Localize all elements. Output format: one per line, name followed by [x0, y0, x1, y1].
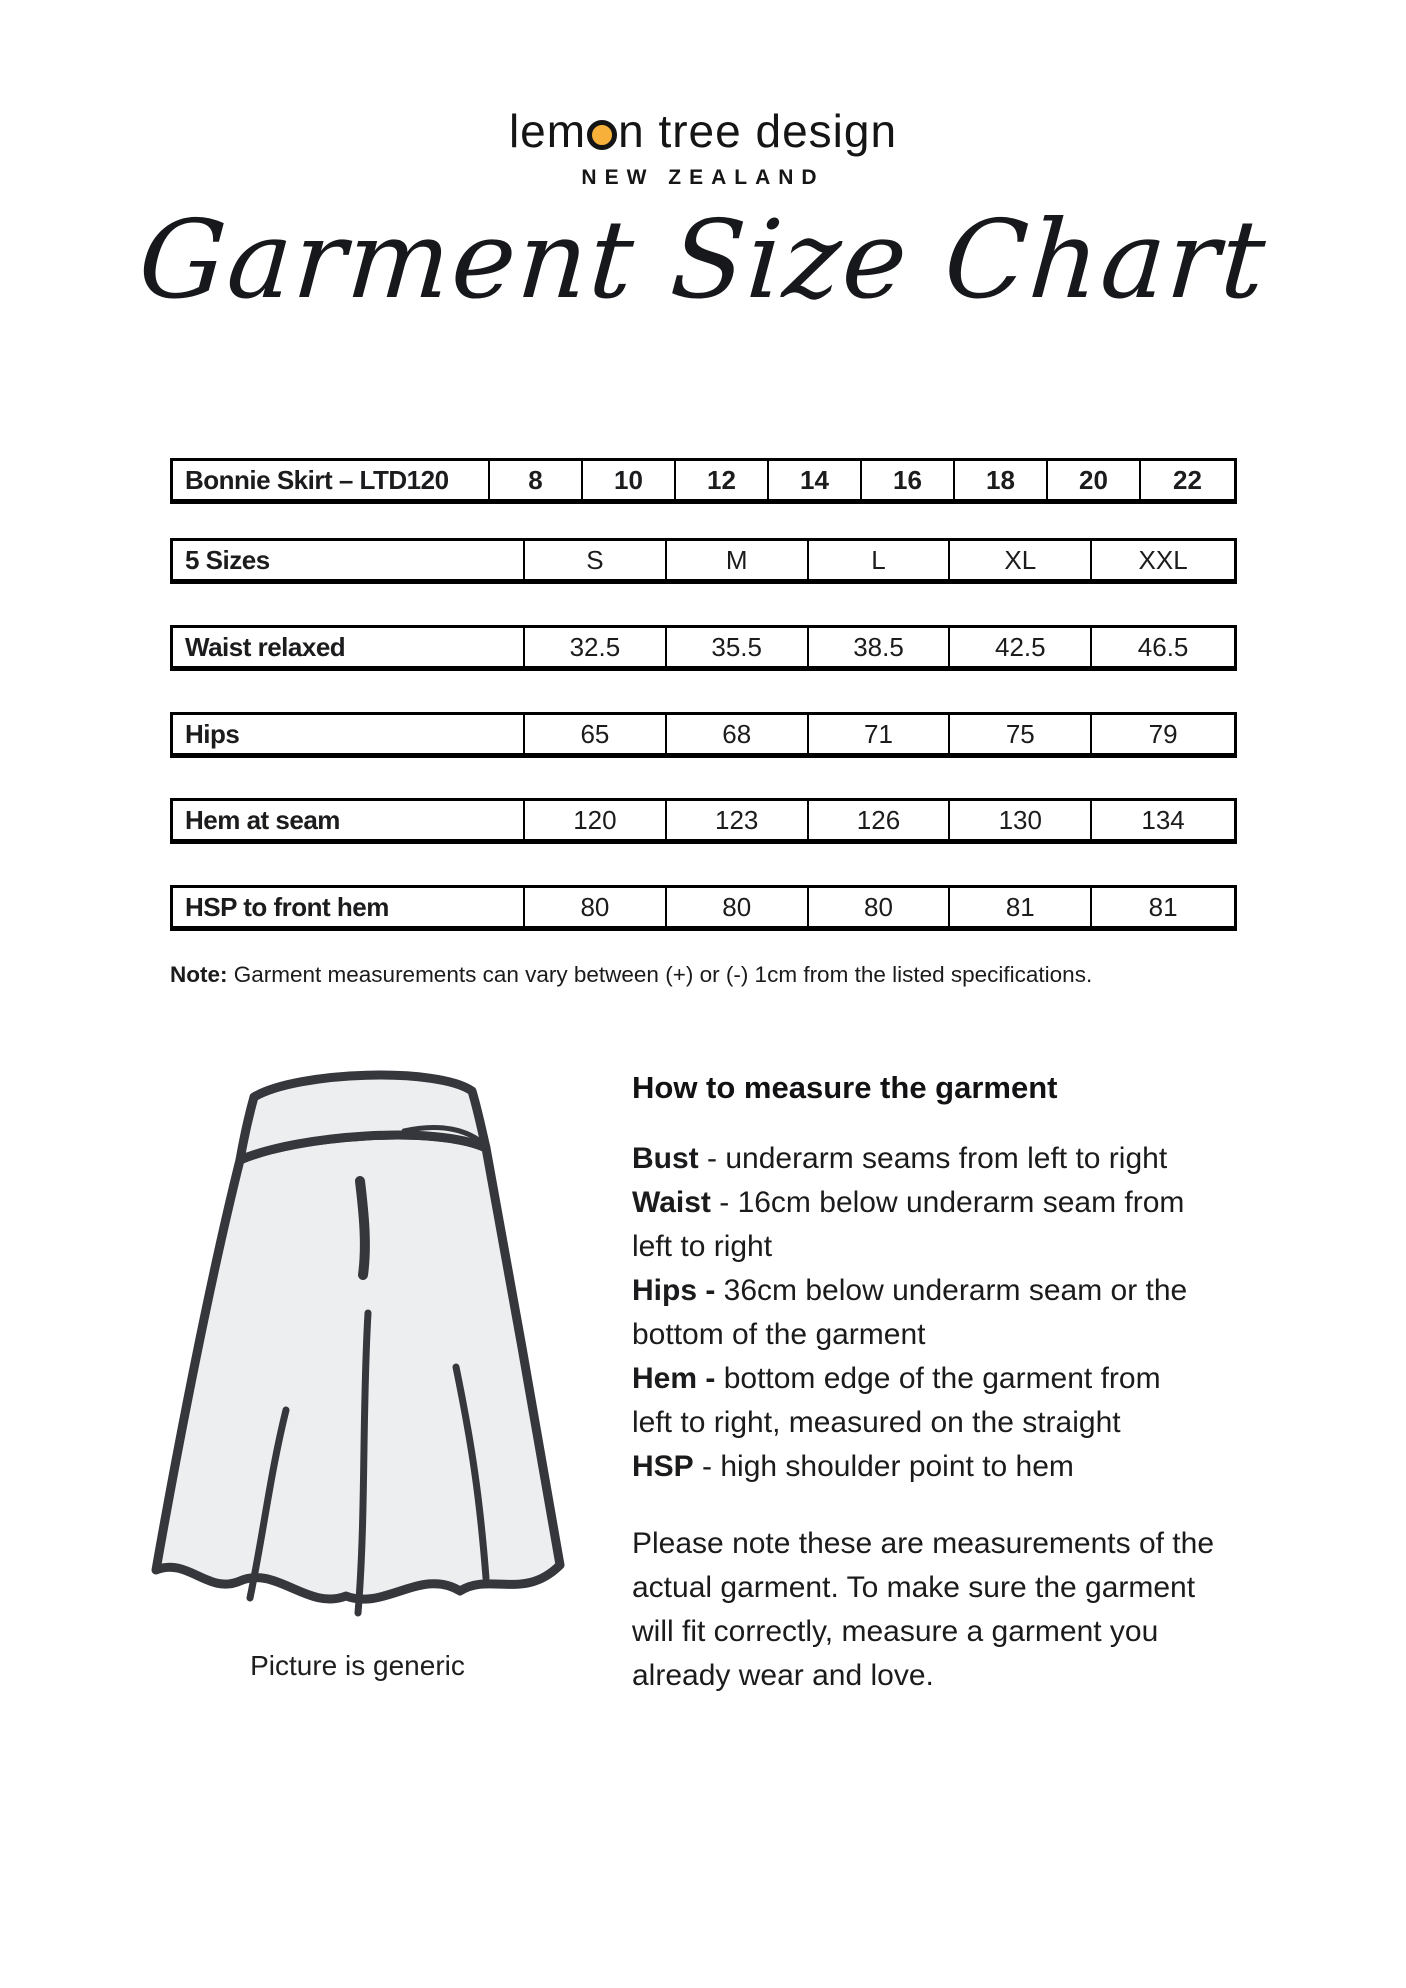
page-title: Garment Size Chart [135, 198, 1271, 323]
measure-cell: 126 [809, 801, 951, 839]
measure-cell: 35.5 [667, 628, 809, 666]
note-body: Garment measurements can vary between (+) or (-) 1cm from the listed specifications. [227, 962, 1093, 987]
row-label: Waist relaxed [173, 628, 525, 666]
table-row-waist-relaxed [170, 625, 1237, 671]
figure-caption: Picture is generic [250, 1650, 465, 1681]
size-cell: M [667, 541, 809, 579]
term: Bust [632, 1142, 699, 1175]
definition: - high shoulder point to hem [693, 1450, 1074, 1483]
brand-text-start: lem [508, 105, 587, 157]
measure-cell: 65 [525, 715, 667, 753]
measure-item-waist [632, 1181, 1224, 1269]
lemon-dot-icon [587, 120, 617, 150]
measure-cell: 120 [525, 801, 667, 839]
measure-cell: 42.5 [950, 628, 1092, 666]
definition: - 16cm below underarm seam from [710, 1186, 1185, 1219]
table-row-hips [170, 712, 1237, 758]
fit-note-line: actual garment. To make sure the garment [632, 1571, 1196, 1604]
measure-cell: 38.5 [809, 628, 951, 666]
row-label: HSP to front hem [173, 888, 525, 926]
measure-item-hem [632, 1357, 1224, 1445]
row-label: Hips [173, 715, 525, 753]
definition-cont: bottom of the garment [632, 1318, 926, 1351]
skirt-illustration [140, 1045, 575, 1645]
size-cell: XXL [1138, 544, 1188, 575]
definition-cont: left to right, measured on the straight [632, 1406, 1121, 1439]
measure-item-hsp [632, 1445, 1224, 1489]
size-table-product [170, 458, 1237, 504]
measure-cell: 80 [667, 888, 809, 926]
row-label: 5 Sizes [173, 541, 525, 579]
fit-note-line: already wear and love. [632, 1659, 934, 1692]
measure-cell: 68 [667, 715, 809, 753]
note-text [170, 962, 1270, 988]
size-cell: 10 [583, 461, 676, 499]
definition: - underarm seams from left to right [698, 1142, 1168, 1175]
measure-cell: 123 [667, 801, 809, 839]
table-row-hsp-to-front-hem [170, 885, 1237, 931]
fit-note-line: Please note these are measurements of the [632, 1527, 1215, 1560]
term: Waist [632, 1186, 711, 1219]
measure-cell: 32.5 [525, 628, 667, 666]
size-cell: 22 [1173, 464, 1202, 495]
definition-cont: left to right [632, 1230, 773, 1263]
how-to-measure-section [632, 1066, 1224, 1698]
size-cell: 12 [676, 461, 769, 499]
size-cell: 14 [769, 461, 862, 499]
size-cell: 18 [955, 461, 1048, 499]
term: Hips - [632, 1274, 716, 1307]
term: Hem - [632, 1362, 716, 1395]
measure-cell: 80 [809, 888, 951, 926]
fit-note-paragraph [632, 1522, 1224, 1698]
table-row-5-sizes [170, 538, 1237, 584]
measure-cell: 80 [525, 888, 667, 926]
size-cell: S [525, 541, 667, 579]
note-label: Note: [170, 962, 228, 987]
row-label: Hem at seam [173, 801, 525, 839]
size-cell: 8 [490, 461, 583, 499]
size-cell: 20 [1048, 461, 1141, 499]
size-cell: 16 [862, 461, 955, 499]
measure-cell: 130 [950, 801, 1092, 839]
measure-cell: 46.5 [1137, 631, 1189, 662]
term: HSP [632, 1450, 694, 1483]
brand-country: NEW ZEALAND [581, 166, 825, 189]
table-row-hem-at-seam [170, 798, 1237, 844]
measure-item-bust [632, 1137, 1224, 1181]
measure-cell: 75 [950, 715, 1092, 753]
how-to-heading: How to measure the garment [632, 1070, 1058, 1105]
measure-item-hips [632, 1269, 1224, 1357]
fit-note-line: will fit correctly, measure a garment you [632, 1615, 1159, 1648]
definition: 36cm below underarm seam or the [715, 1274, 1188, 1307]
measure-cell: 71 [809, 715, 951, 753]
measure-cell: 79 [1148, 718, 1178, 749]
brand-wordmark [0, 104, 1406, 158]
measure-cell: 81 [1148, 891, 1178, 922]
brand-text-end: n tree design [618, 105, 898, 157]
size-cell: XL [950, 541, 1092, 579]
size-cell: L [809, 541, 951, 579]
definition: bottom edge of the garment from [715, 1362, 1161, 1395]
measure-cell: 134 [1141, 804, 1185, 835]
product-label: Bonnie Skirt – LTD120 [173, 461, 490, 499]
brand-logo [0, 104, 1406, 190]
measure-cell: 81 [950, 888, 1092, 926]
